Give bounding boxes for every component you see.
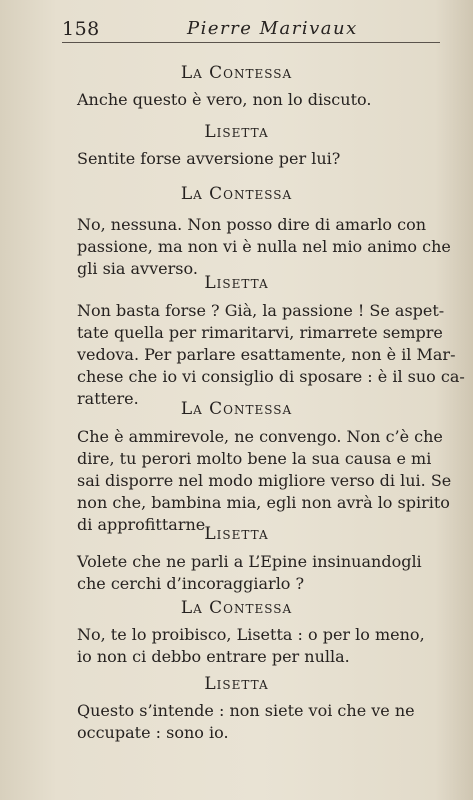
speaker-name: La Contessa bbox=[180, 399, 293, 419]
text-line: vedova. Per parlare esattamente, non è il Mar- bbox=[77, 345, 456, 364]
text-line: io non ci debbo entrare per nulla. bbox=[77, 647, 350, 666]
dialogue-paragraph bbox=[77, 426, 452, 536]
text-line: che cerchi d’incoraggiarlo ? bbox=[77, 574, 305, 593]
text-line: No, te lo proibisco, Lisetta : o per lo meno, bbox=[77, 625, 425, 644]
text-line: Sentite forse avversione per lui? bbox=[77, 149, 341, 168]
speaker-name: Lisetta bbox=[204, 273, 269, 293]
text-line: occupate : sono io. bbox=[77, 723, 229, 742]
dialogue-paragraph bbox=[77, 700, 441, 744]
running-head: Pierre Marivaux bbox=[187, 18, 358, 39]
dialogue-paragraph bbox=[77, 89, 441, 111]
speaker-name: Lisetta bbox=[204, 122, 269, 142]
text-line: passione, ma non vi è nulla nel mio animo che bbox=[77, 237, 451, 256]
text-line: rattere. bbox=[77, 389, 139, 408]
text-line: dire, tu perori molto bene la sua causa e mi bbox=[77, 449, 432, 468]
text-line: Volete che ne parli a L’Epine insinuandogli bbox=[77, 552, 422, 571]
text-line: sai disporre nel modo migliore verso di lui. Se bbox=[77, 471, 452, 490]
text-line: non che, bambina mia, egli non avrà lo spirito bbox=[77, 493, 450, 512]
page-header bbox=[62, 18, 440, 43]
speaker-name: La Contessa bbox=[180, 63, 293, 83]
text-line: Anche questo è vero, non lo discuto. bbox=[77, 90, 372, 109]
text-line: di approfittarne. bbox=[77, 515, 211, 534]
speaker-name: La Contessa bbox=[180, 184, 293, 204]
page-number: 158 bbox=[62, 18, 100, 40]
text-line: No, nessuna. Non posso dire di amarlo con bbox=[77, 215, 426, 234]
text-line: Che è ammirevole, ne convengo. Non c’è che bbox=[77, 427, 443, 446]
speaker-name: Lisetta bbox=[204, 674, 269, 694]
dialogue-paragraph bbox=[77, 148, 441, 170]
dialogue-paragraph bbox=[77, 300, 465, 410]
text-line: tate quella per rimaritarvi, rimarrete sempre bbox=[77, 323, 443, 342]
text-line: gli sia avverso. bbox=[77, 259, 198, 278]
text-line: chese che io vi consiglio di sposare : è il suo ca- bbox=[77, 367, 465, 386]
text-line: Non basta forse ? Già, la passione ! Se aspet- bbox=[77, 301, 445, 320]
dialogue-paragraph bbox=[77, 551, 441, 595]
dialogue-paragraph bbox=[77, 214, 451, 280]
text-line: Questo s’intende : non siete voi che ve ne bbox=[77, 701, 415, 720]
speaker-name: Lisetta bbox=[204, 524, 269, 544]
dialogue-paragraph bbox=[77, 624, 441, 668]
speaker-name: La Contessa bbox=[180, 598, 293, 618]
